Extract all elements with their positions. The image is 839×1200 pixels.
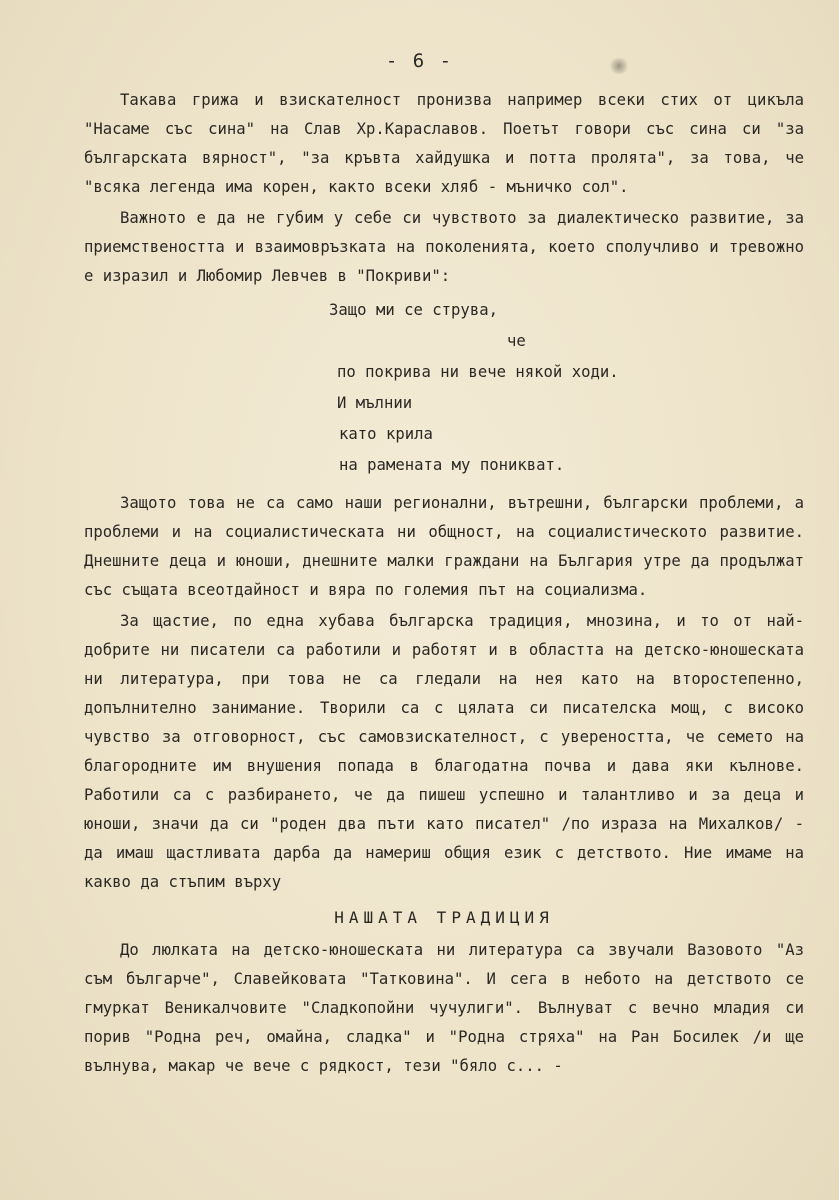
poem-quote xyxy=(329,295,804,481)
poem-line: И мълнии xyxy=(337,394,413,412)
poem-line: Защо ми се струва, xyxy=(329,301,498,319)
paragraph-3: Защото това не са само наши регионални, вътрешни, български проблеми, а проблеми и на социалистическата ни общност, на социалистическото развитие. Днешните деца и юноши, днешните малки граждани на България утре да продължат със същата всеотдайност и вяра по големия път на социализма. xyxy=(84,494,804,599)
paragraph-1: Такава грижа и взискателност пронизва например всеки стих от цикъла "Насаме със сина" на Слав Хр.Караславов. Поетът говори със сина си "за българската вярност", "за кръвта хайдушка и потта пролята", за това, че "всяка легенда има корен, както всеки хляб - мъничко сол". xyxy=(84,91,804,196)
paragraph-4: За щастие, по една хубава българска традиция, мнозина, и то от най-добрите ни писатели са работили и работят и в областта на детско-юношеската ни литература, при това не са гледали на нея като на второстепенно, допълнително занимание. Творили са с цялата си писателска мощ, с високо чувство за отговорност, със самовзискателност, с увереността, че семето на благородните им внушения попада в благодатна почва и дава яки кълнове. Работили са с разбирането, че да пишеш успешно и талантливо и за деца и юноши, значи да си "роден два пъти като писател" /по израза на Михалков/ - да имаш щастливата дарба да намериш общия език с детството. Ние имаме на какво да стъпим върху xyxy=(84,612,804,891)
document-body xyxy=(84,86,804,1081)
poem-line: по покрива ни вече някой ходи. xyxy=(337,363,619,381)
poem-line: на рамената му поникват. xyxy=(339,456,565,474)
page-number: - 6 - xyxy=(385,50,454,72)
poem-line: като крила xyxy=(339,425,433,443)
paragraph-5: До люлката на детско-юношеската ни литература са звучали Вазовото "Аз съм българче", Славейковата "Татковина". И сега в небото на детството се гмуркат Веникалчовите "Сладкопойни чучулиги". Вълнуват с вечно младия си порив "Родна реч, омайна, сладка" и "Родна стряха" на Ран Босилек /и ще вълнува, макар че вече с рядкост, тези "бяло с... - xyxy=(84,941,804,1075)
section-heading: НАШАТА ТРАДИЦИЯ xyxy=(334,908,554,927)
poem-line: че xyxy=(507,332,526,350)
paragraph-2: Важното е да не губим у себе си чувството за диалектическо развитие, за приемствеността и взаимовръзката на поколенията, което сполучливо и тревожно е изразил и Любомир Левчев в "Покриви": xyxy=(84,209,804,285)
